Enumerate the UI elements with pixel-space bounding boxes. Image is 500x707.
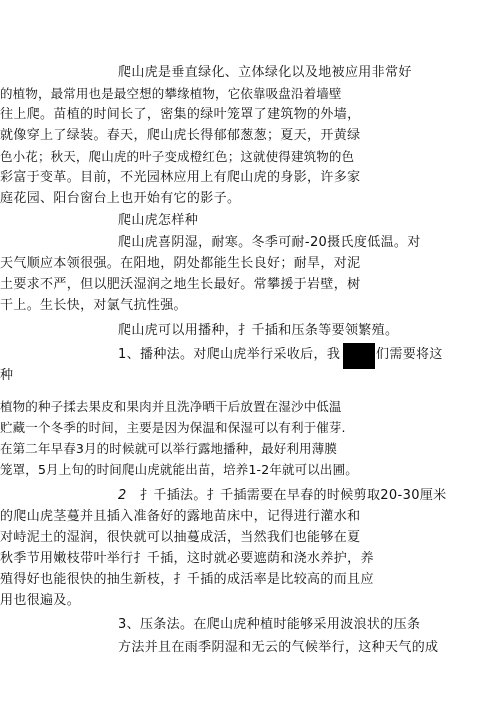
paragraph-2-line-2: 天气顺应本领很强。在阳地，阴处都能生长良好；耐旱，对泥 [0, 256, 361, 271]
paragraph-1-line-5: 色小花；秋天，爬山虎的叶子变成橙红色；这就使得建筑物的色 [0, 149, 355, 164]
paragraph-2-line-4: 干上。生长快，对氯气抗性强。 [0, 298, 187, 313]
sowing-method-line-5: 在第二年早春3月的时候就可以举行露地播种，最好利用薄膜 [0, 441, 338, 456]
cutting-method-number: 2 [118, 488, 127, 503]
cutting-method-line-6: 用也很遍及。 [0, 593, 81, 608]
paragraph-1-line-1: 爬山虎是垂直绿化、立体绿化以及地被应用非常好 [118, 65, 412, 80]
paragraph-1-line-6: 彩富于变革。目前，不光园林应用上有爬山虎的身影，许多家 [0, 170, 361, 185]
paragraph-2-line-1: 爬山虎喜阴湿，耐寒。冬季可耐-20摄氏度低温。对 [118, 235, 421, 250]
paragraph-1-line-7: 庭花园、阳台窗台上也开始有它的影子。 [0, 191, 241, 206]
section-heading: 爬山虎怎样种 [118, 213, 199, 228]
sowing-method-line-4: 贮藏一个冬季的时间，主要是因为保温和保湿可以有利于催芽. [0, 420, 346, 435]
cutting-method-line-3: 对峙泥土的湿润，很快就可以抽蔓成活，当然我们也能够在夏 [0, 530, 361, 545]
sowing-method-line-1b: 们需要将这 [376, 347, 443, 362]
paragraph-2-line-3: 土要求不严，但以肥沃湿润之地生长最好。常攀援于岩壁，树 [0, 277, 361, 292]
paragraph-1-line-3: 往上爬。苗植的时间长了，密集的绿叶笼罩了建筑物的外墙， [0, 107, 361, 122]
cutting-method-line-4: 秋季节用嫩枝带叶举行扌千插，这时就必要遮荫和浇水养护，养 [0, 551, 374, 566]
propagation-intro: 爬山虎可以用播种，扌千插和压条等要领繁殖。 [118, 323, 399, 338]
redaction-box [343, 343, 375, 369]
sowing-method-line-2: 种 [0, 368, 14, 383]
paragraph-1-line-2: 的植物，最常用也是最空想的攀缘植物，它依靠吸盘沿着墙壁 [0, 86, 342, 101]
sowing-method-line-3: 植物的种子揉去果皮和果肉并且洗净晒干后放置在湿沙中低温 [0, 399, 342, 414]
layering-method-line-2: 方法并且在雨季阴湿和无云的气候举行，这种天气的成 [118, 640, 439, 655]
cutting-method-line-5: 殖得好也能很快的抽生新枝，扌千插的成活率是比较高的而且应 [0, 572, 374, 587]
paragraph-1-line-4: 就像穿上了绿装。春天，爬山虎长得郁郁葱葱；夏天，开黄绿 [0, 128, 361, 143]
sowing-method-line-1a: 1、播种法。对爬山虎举行采收后，我 [118, 347, 341, 362]
cutting-method-line-2: 的爬山虎茎蔓并且插入准备好的露地苗床中，记得进行灌水和 [0, 509, 361, 524]
layering-method-line-1: 3、压条法。在爬山虎种植时能够采用波浪状的压条 [118, 617, 421, 632]
sowing-method-line-6: 笼罩，5月上旬的时间爬山虎就能出苗，培养1-2年就可以出圃。 [0, 462, 358, 477]
cutting-method-line-1: 扌千插法。扌千插需要在早春的时候剪取20-30厘米 [140, 488, 447, 503]
